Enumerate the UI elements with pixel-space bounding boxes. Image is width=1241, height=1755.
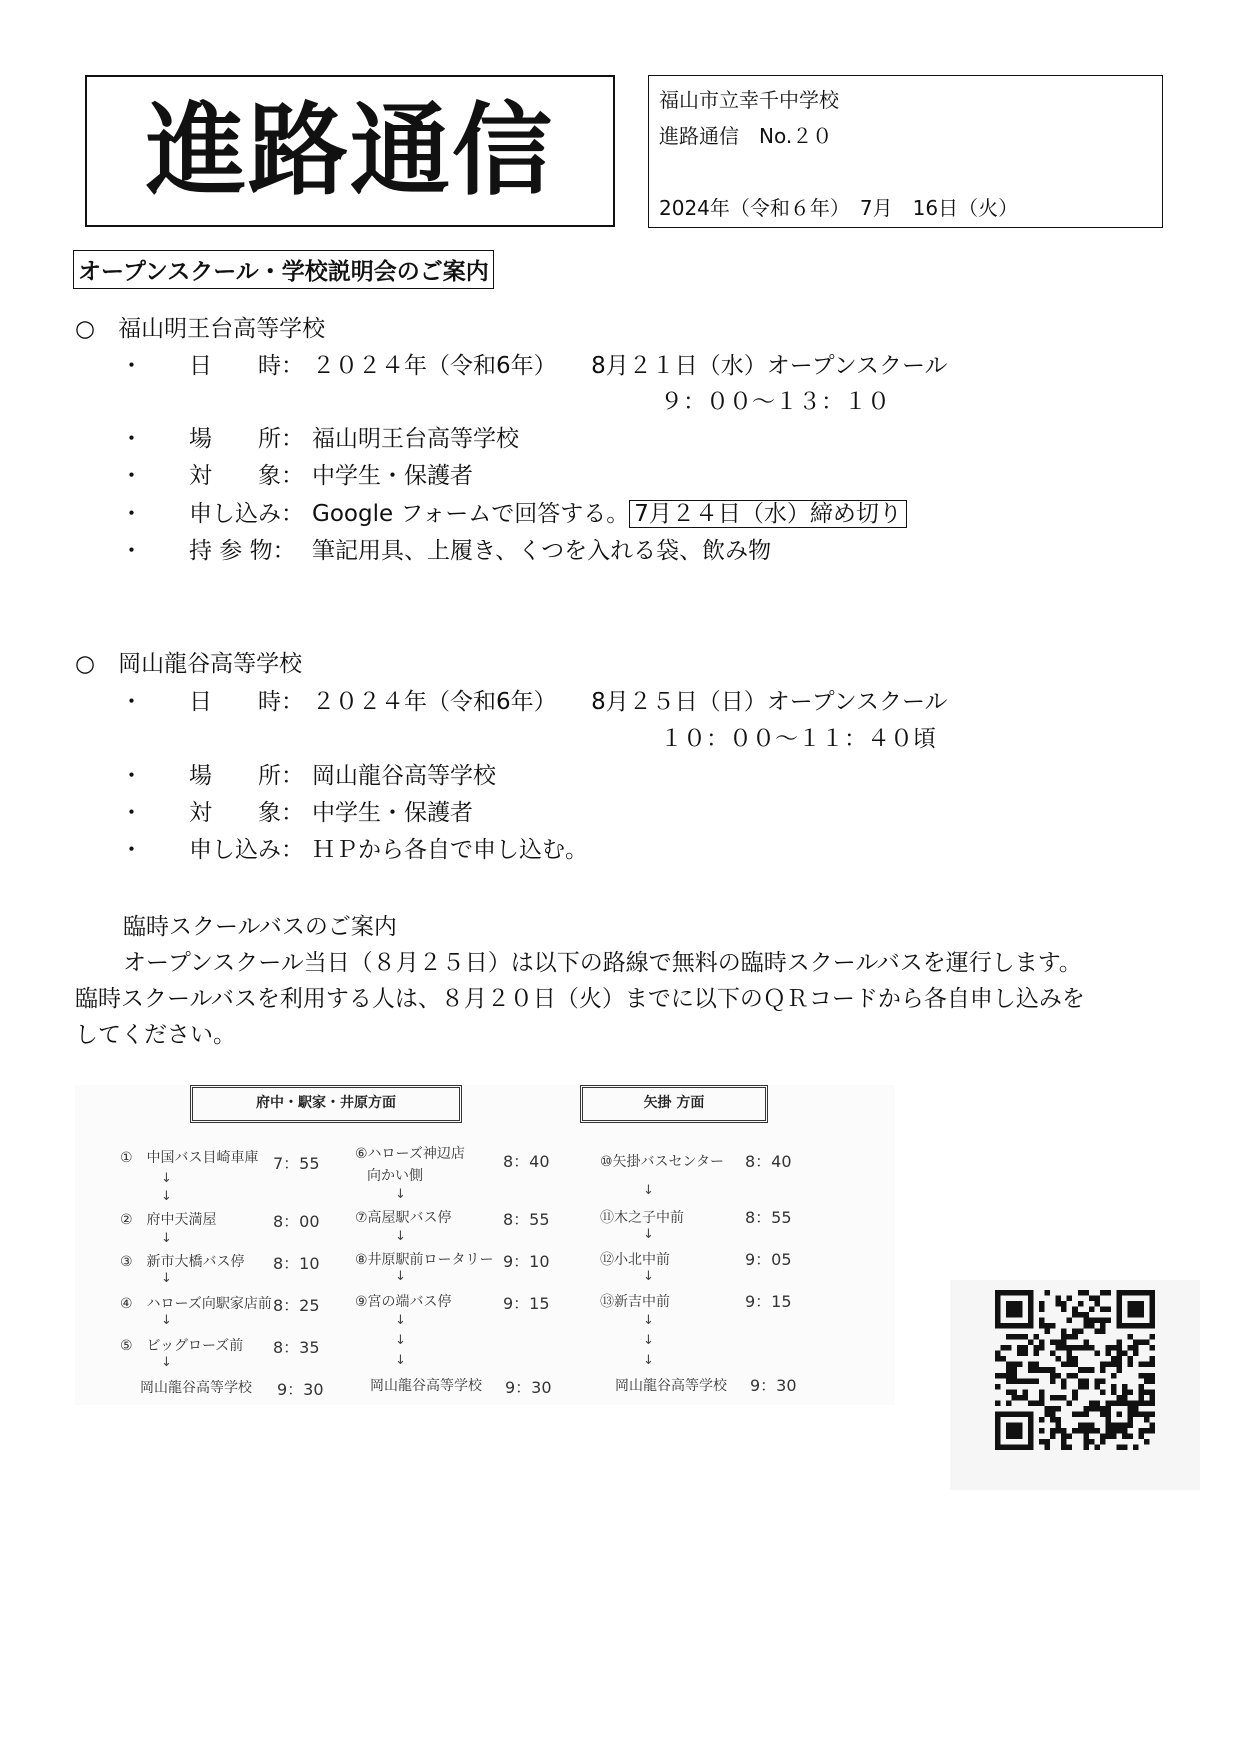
arrow-icon: ↓ <box>161 1231 172 1246</box>
col2-time-1: 8：40 <box>503 1152 550 1171</box>
col3-stop-4: ⑬新吉中前 <box>600 1294 670 1310</box>
school1-date-value: ２０２４年（令和6年） 8月２１日（水）オープンスクール <box>312 353 948 379</box>
section-title: オープンスクール・学校説明会のご案内 <box>73 250 494 289</box>
col3-time-2: 8：55 <box>745 1208 792 1227</box>
arrow-icon: ↓ <box>161 1355 172 1370</box>
school1-target-label: ・ 対 象： <box>120 463 304 489</box>
arrow-icon: ↓ <box>161 1171 172 1186</box>
arrow-icon: ↓ <box>161 1271 172 1286</box>
col2-time-3: 9：10 <box>503 1252 550 1271</box>
col3-destination: 岡山龍谷高等学校 <box>615 1378 727 1394</box>
school1-place-label: ・ 場 所： <box>120 426 304 452</box>
arrow-icon: ↓ <box>643 1227 654 1242</box>
col1-stop-4: ④ ハローズ向駅家店前 <box>120 1296 272 1312</box>
school2-name: ○ 岡山龍谷高等学校 <box>75 651 303 677</box>
issue-info-box <box>648 75 1163 228</box>
school2-time-value: １０：００～１１：４０頃 <box>660 726 936 752</box>
bus-heading: 臨時スクールバスのご案内 <box>123 914 397 940</box>
col2-stop-4: ⑨宮の端バス停 <box>355 1294 452 1310</box>
issue-number: 進路通信 No.２０ <box>659 124 833 148</box>
title-box <box>85 75 615 227</box>
col1-stop-1: ① 中国バス目崎車庫 <box>120 1150 259 1166</box>
school1-target-value: 中学生・保護者 <box>312 463 473 489</box>
newsletter-title: 進路通信 <box>146 92 554 209</box>
arrow-icon: ↓ <box>643 1269 654 1284</box>
arrow-icon: ↓ <box>161 1313 172 1328</box>
col2-time-4: 9：15 <box>503 1294 550 1313</box>
school1-apply-label: ・ 申し込み： <box>120 501 304 527</box>
school2-apply-value: ＨＰから各自で申し込む。 <box>312 837 588 863</box>
school1-date-label: ・ 日 時： <box>120 353 304 379</box>
arrow-icon: ↓ <box>395 1229 406 1244</box>
school2-apply-label: ・ 申し込み： <box>120 837 304 863</box>
bus-paragraph-line1: オープンスクール当日（８月２５日）は以下の路線で無料の臨時スクールバスを運行します。 <box>123 950 1082 976</box>
arrow-icon: ↓ <box>395 1353 406 1368</box>
col1-stop-5: ⑤ ビッグローズ前 <box>120 1338 244 1354</box>
col2-time-2: 8：55 <box>503 1210 550 1229</box>
school2-date-value: ２０２４年（令和6年） 8月２５日（日）オープンスクール <box>312 689 948 715</box>
col2-stop-2: ⑦高屋駅バス停 <box>355 1210 452 1226</box>
school1-place-value: 福山明王台高等学校 <box>312 426 519 452</box>
arrow-icon: ↓ <box>395 1313 406 1328</box>
col3-destination-time: 9：30 <box>750 1376 797 1395</box>
arrow-icon: ↓ <box>161 1189 172 1204</box>
col1-destination-time: 9：30 <box>277 1380 324 1399</box>
col2-destination-time: 9：30 <box>505 1378 552 1397</box>
col3-time-1: 8：40 <box>745 1152 792 1171</box>
route2-title: 矢掛 方面 <box>580 1085 768 1123</box>
col3-stop-3: ⑫小北中前 <box>600 1252 670 1268</box>
col1-stop-3: ③ 新市大橋バス停 <box>120 1254 245 1270</box>
arrow-icon: ↓ <box>395 1187 406 1202</box>
col1-time-3: 8：10 <box>273 1254 320 1273</box>
bus-paragraph-line2: 臨時スクールバスを利用する人は、８月２０日（火）までに以下のＱＲコードから各自申し込みを <box>75 986 1085 1012</box>
arrow-icon: ↓ <box>643 1333 654 1348</box>
school1-apply-row <box>312 495 907 528</box>
school1-apply-value: Google フォームで回答する。 <box>312 501 630 527</box>
arrow-icon: ↓ <box>643 1313 654 1328</box>
col3-time-3: 9：05 <box>745 1250 792 1269</box>
col1-time-5: 8：35 <box>273 1338 320 1357</box>
col3-stop-1: ⑩矢掛バスセンター <box>600 1154 724 1170</box>
qr-code-area <box>950 1280 1200 1490</box>
arrow-icon: ↓ <box>643 1183 654 1198</box>
school2-target-label: ・ 対 象： <box>120 800 304 826</box>
col2-stop-1-line2: 向かい側 <box>367 1168 423 1184</box>
school1-bring-label: ・ 持 参 物： <box>120 538 296 564</box>
arrow-icon: ↓ <box>643 1353 654 1368</box>
col1-time-4: 8：25 <box>273 1296 320 1315</box>
col2-stop-1: ⑥ハローズ神辺店 <box>355 1146 465 1162</box>
bus-paragraph-line3: してください。 <box>75 1022 236 1048</box>
qr-code-icon[interactable] <box>995 1290 1155 1450</box>
col2-destination: 岡山龍谷高等学校 <box>370 1378 482 1394</box>
arrow-icon: ↓ <box>395 1269 406 1284</box>
route1-title: 府中・駅家・井原方面 <box>190 1085 462 1123</box>
col3-time-4: 9：15 <box>745 1292 792 1311</box>
school1-time-value: ９：００～１３：１０ <box>660 389 890 415</box>
school2-place-label: ・ 場 所： <box>120 763 304 789</box>
col1-stop-2: ② 府中天満屋 <box>120 1212 217 1228</box>
school2-date-label: ・ 日 時： <box>120 689 304 715</box>
bus-timetable <box>75 1085 895 1405</box>
col3-stop-2: ⑪木之子中前 <box>600 1210 684 1226</box>
arrow-icon: ↓ <box>395 1333 406 1348</box>
school1-bring-value: 筆記用具、上履き、くつを入れる袋、飲み物 <box>312 538 772 564</box>
col1-time-1: 7：55 <box>273 1154 320 1173</box>
col1-destination: 岡山龍谷高等学校 <box>140 1380 252 1396</box>
school1-name: ○ 福山明王台高等学校 <box>75 316 326 342</box>
school-name: 福山市立幸千中学校 <box>659 88 839 112</box>
school2-place-value: 岡山龍谷高等学校 <box>312 763 496 789</box>
col1-time-2: 8：00 <box>273 1212 320 1231</box>
col2-stop-3: ⑧井原駅前ロータリー <box>355 1252 494 1268</box>
school2-target-value: 中学生・保護者 <box>312 800 473 826</box>
issue-date: 2024年（令和６年） 7月 16日（火） <box>659 196 1019 220</box>
school1-deadline: 7月２４日（水）締め切り <box>629 500 907 528</box>
